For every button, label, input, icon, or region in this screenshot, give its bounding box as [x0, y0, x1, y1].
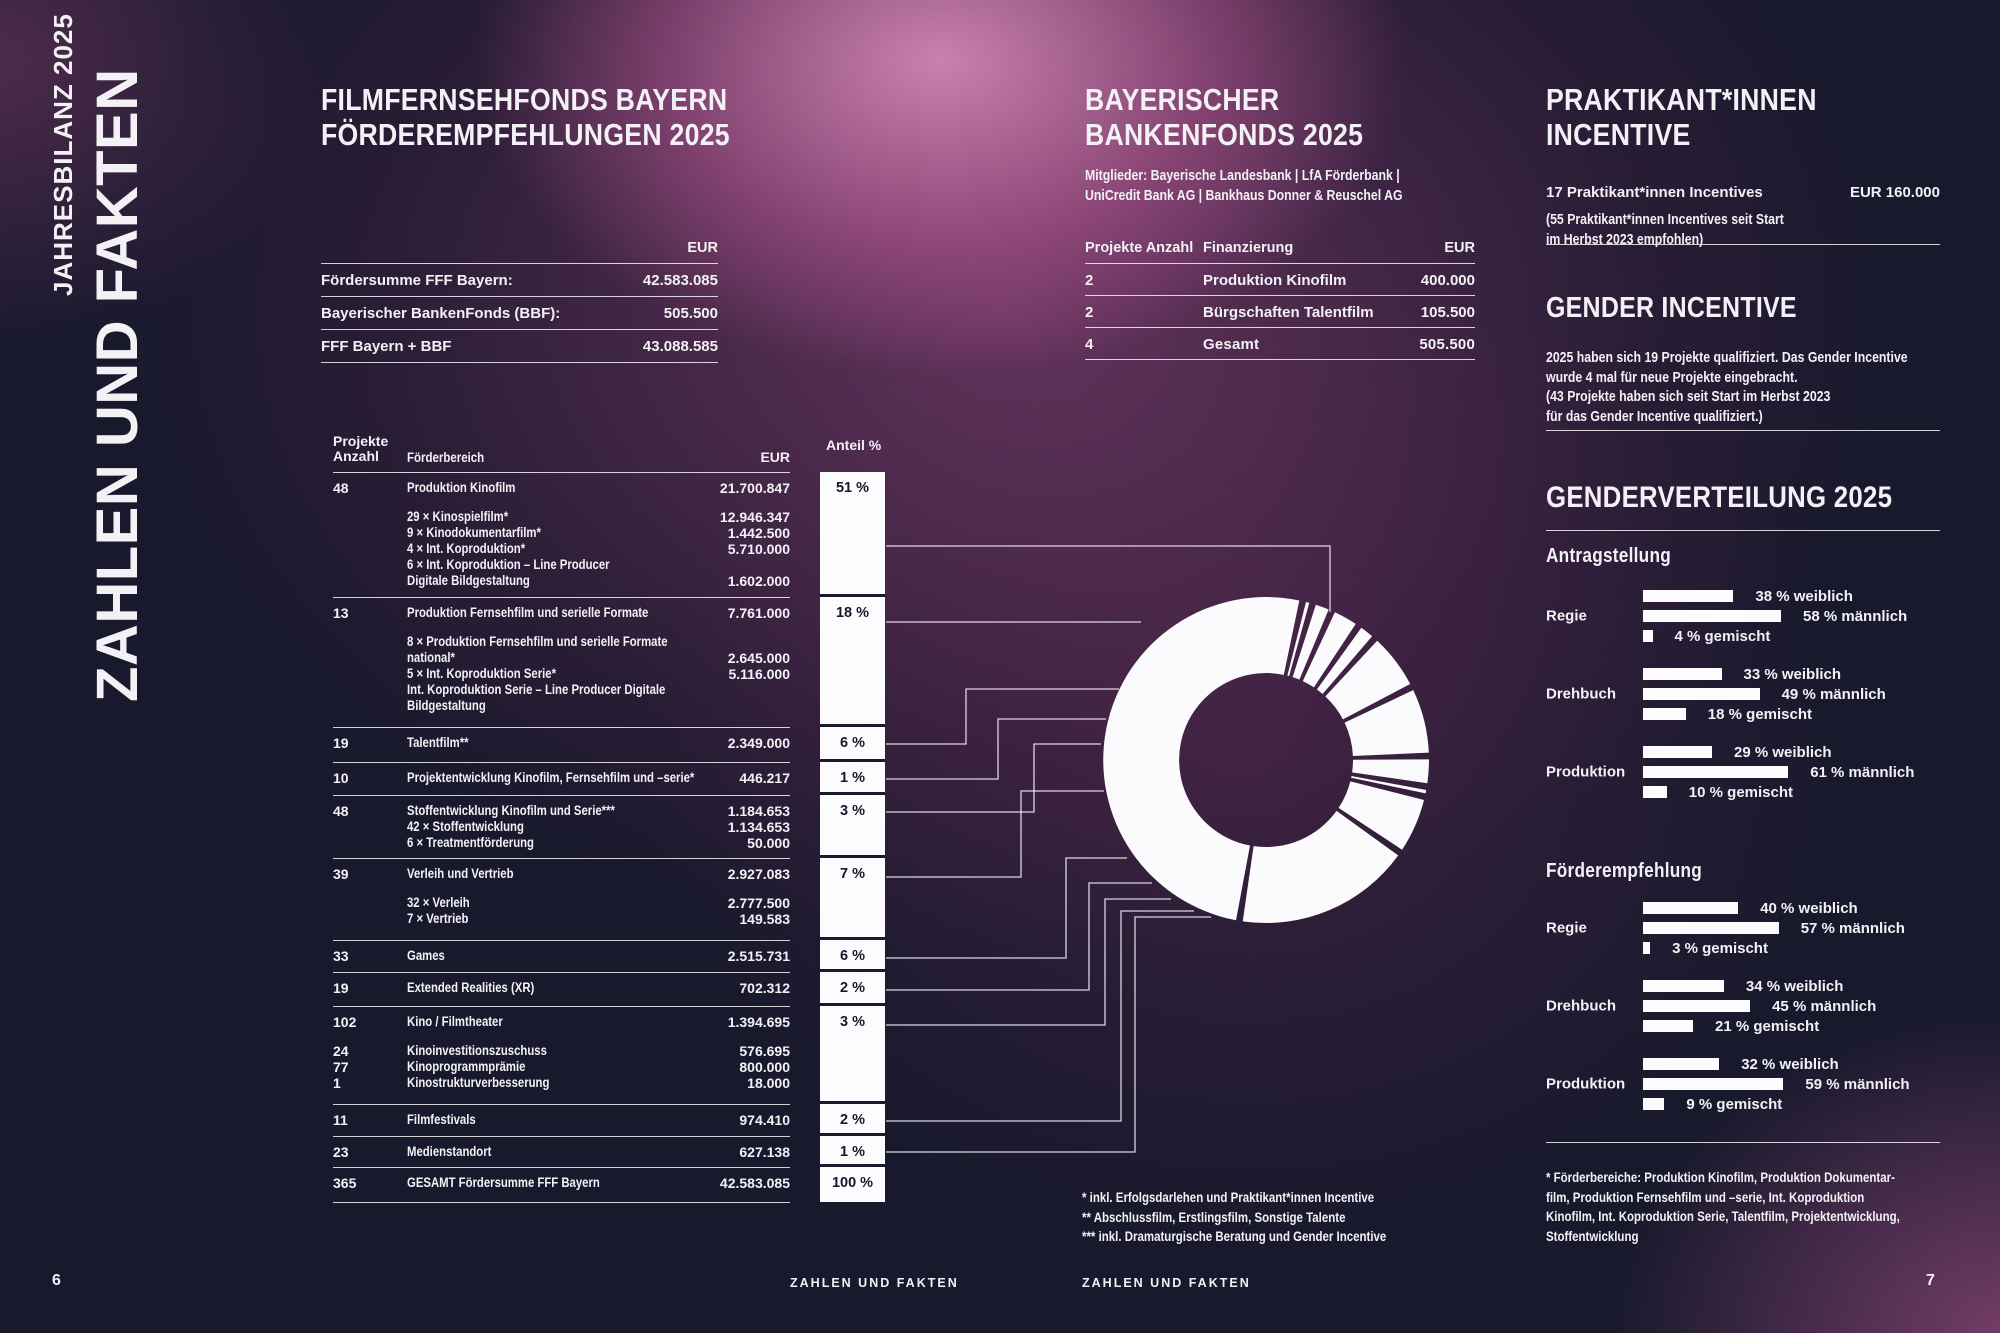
table-row — [333, 796, 790, 859]
cell-count: 19 — [333, 735, 349, 751]
gender-group-bars — [1643, 743, 2000, 801]
summary-row — [321, 330, 718, 363]
gender-bar-label: 57 % männlich — [1800, 919, 1905, 937]
gender-bar-row — [1643, 977, 2000, 995]
foerderempfehlung-title: Förderempfehlung — [1546, 860, 1703, 882]
summary-currency-header: EUR — [321, 240, 718, 264]
donut-leader-line — [886, 744, 1101, 812]
cell-area: national* — [407, 650, 455, 665]
cell-count: 13 — [333, 605, 349, 621]
fff-title — [321, 82, 730, 152]
cell-count: 33 — [333, 948, 349, 964]
gender-group — [1546, 899, 2000, 957]
praktikant-amount: EUR 160.000 — [1849, 184, 1940, 201]
gender-bar — [1643, 668, 1722, 680]
table-row — [333, 1105, 790, 1137]
table-row-sublines — [333, 1043, 790, 1091]
fff-title-line2: FÖRDEREMPFEHLUNGEN 2025 — [321, 117, 730, 152]
gender-bar-row — [1643, 899, 2000, 917]
cell-eur: 1.602.000 — [727, 573, 790, 589]
gender-bar-label: 49 % männlich — [1781, 685, 1886, 703]
gender-incentive-line: (43 Projekte haben sich seit Start im Herbst 2023 — [1546, 388, 1831, 405]
gender-bar-row — [1643, 665, 2000, 683]
share-cell: 100 % — [820, 1167, 885, 1202]
table-row-sublines — [333, 895, 790, 927]
gender-group — [1546, 977, 2000, 1035]
cell-area: 4 × Int. Koproduktion* — [407, 541, 526, 556]
gender-group-label: Regie — [1546, 607, 1587, 625]
cell-area: Verleih und Vertrieb — [407, 866, 514, 881]
cell-area: Produktion Kinofilm — [407, 480, 516, 495]
gender-group-bars — [1643, 977, 2000, 1035]
praktikant-title — [1546, 82, 1817, 152]
cell-area: 29 × Kinospielfilm* — [407, 509, 509, 524]
cell-count: 23 — [333, 1144, 349, 1160]
bbf-table-header — [1085, 240, 1475, 264]
cell-area: Filmfestivals — [407, 1112, 476, 1127]
gender-group-label: Drehbuch — [1546, 685, 1617, 703]
table-line — [333, 980, 790, 996]
cell-eur: 1.184.653 — [727, 803, 790, 819]
genderverteilung-title: GENDERVERTEILUNG 2025 — [1546, 481, 1893, 514]
divider-4 — [1546, 1142, 1940, 1143]
cell-eur: 1.134.653 — [727, 819, 790, 835]
table-row-sublines — [333, 509, 790, 589]
cell-count: 11 — [333, 1112, 348, 1128]
bbf-cell-eur: 505.500 — [1419, 336, 1475, 353]
bbf-table — [1085, 240, 1475, 360]
table-line — [333, 1043, 790, 1059]
gender-incentive-title: GENDER INCENTIVE — [1546, 292, 1797, 324]
donut-leader-line — [886, 911, 1194, 1121]
bbf-members — [1085, 166, 1472, 205]
bbf-rows — [1085, 264, 1475, 360]
cell-area: Int. Koproduktion Serie – Line Producer Digitale — [407, 682, 666, 697]
table-row-sublines — [333, 819, 790, 851]
table-line — [333, 634, 790, 650]
share-cell: 7 % — [820, 858, 885, 940]
page-number-left: 6 — [52, 1272, 61, 1289]
summary-row — [321, 297, 718, 330]
table-row — [333, 763, 790, 796]
gender-group — [1546, 743, 2000, 801]
table-line — [333, 948, 790, 964]
table-row — [333, 859, 790, 941]
table-line — [333, 895, 790, 911]
gender-bar-row — [1643, 919, 2000, 937]
table-line — [333, 682, 790, 698]
divider-3 — [1546, 530, 1940, 531]
gender-bar-row — [1643, 607, 2000, 625]
summary-value: 42.583.085 — [642, 272, 718, 289]
gender-incentive-line: 2025 haben sich 19 Projekte qualifiziert. Das Gender Incentive — [1546, 349, 1908, 366]
bbf-row — [1085, 296, 1475, 328]
summary-row — [321, 264, 718, 297]
vertical-title-large: ZAHLEN UND FAKTEN — [85, 68, 150, 702]
gender-group-label: Regie — [1546, 919, 1587, 937]
gender-bar-label: 40 % weiblich — [1760, 899, 1858, 917]
cell-count: 48 — [333, 480, 349, 496]
cell-area: 32 × Verleih — [407, 895, 470, 910]
cell-area: Bildgestaltung — [407, 698, 486, 713]
gender-bar-label: 58 % männlich — [1803, 607, 1908, 625]
bbf-row — [1085, 328, 1475, 360]
cell-area: 7 × Vertrieb — [407, 911, 469, 926]
gender-bar-label: 59 % männlich — [1805, 1075, 1910, 1093]
gender-bar-row — [1643, 1075, 2000, 1093]
gender-bar — [1643, 746, 1712, 758]
cell-area: 6 × Int. Koproduktion – Line Producer — [407, 557, 610, 572]
praktikant-note-line: (55 Praktikant*innen Incentives seit Start — [1546, 211, 1784, 228]
table-line — [333, 650, 790, 666]
table-line — [333, 1144, 790, 1160]
table-line — [333, 911, 790, 927]
share-cell: 2 % — [820, 1104, 885, 1136]
header-count — [333, 434, 388, 464]
cell-eur: 446.217 — [739, 770, 790, 786]
bbf-cell-count: 2 — [1085, 272, 1094, 289]
gender-group — [1546, 1055, 2000, 1113]
table-row — [333, 1007, 790, 1105]
praktikant-note-line: im Herbst 2023 empfohlen) — [1546, 230, 1704, 248]
cell-area: Produktion Fernsehfilm und serielle Formate — [407, 605, 649, 620]
divider-2 — [1546, 430, 1940, 431]
gender-bar — [1643, 590, 1733, 602]
bbf-title — [1085, 82, 1363, 152]
footnote-line: Kinofilm, Int. Koproduktion Serie, Talentfilm, Projektentwicklung, — [1546, 1208, 1900, 1224]
gender-bar-label: 29 % weiblich — [1734, 743, 1832, 761]
cell-area: Extended Realities (XR) — [407, 980, 535, 995]
gender-bar — [1643, 980, 1724, 992]
bbf-title-line2: BANKENFONDS 2025 — [1085, 117, 1364, 152]
gender-bar — [1643, 922, 1779, 934]
donut-leader-line — [886, 899, 1171, 1025]
gender-bar — [1643, 630, 1653, 642]
table-line — [333, 698, 790, 714]
page-number-right: 7 — [1926, 1272, 1935, 1289]
gender-group-label: Drehbuch — [1546, 997, 1617, 1015]
table-line — [333, 557, 790, 573]
summary-label: Bayerischer BankenFonds (BBF): — [321, 305, 561, 322]
table-footnotes — [1082, 1188, 1453, 1247]
cell-eur: 800.000 — [739, 1059, 790, 1075]
bbf-cell-area: Gesamt — [1203, 336, 1260, 353]
gender-group-bars — [1643, 665, 2000, 723]
cell-eur: 2.349.000 — [727, 735, 790, 751]
cell-eur: 5.116.000 — [728, 666, 790, 682]
cell-area: 6 × Treatmentförderung — [407, 835, 534, 850]
share-cell: 51 % — [820, 472, 885, 597]
cell-count: 19 — [333, 980, 349, 996]
gender-group — [1546, 587, 2000, 645]
gender-bar — [1643, 1078, 1783, 1090]
bbf-cell-eur: 105.500 — [1420, 304, 1475, 321]
share-cell: 1 % — [820, 762, 885, 795]
table-row — [333, 598, 790, 728]
donut-leader-line — [886, 858, 1127, 958]
share-cell: 6 % — [820, 727, 885, 762]
gender-group-bars — [1643, 587, 2000, 645]
footnote-line: film, Produktion Fernsehfilm und –serie, Int. Koproduktion — [1546, 1188, 1865, 1205]
cell-eur: 149.583 — [739, 911, 790, 927]
foerderbereiche-footnote — [1546, 1168, 1977, 1246]
header-count-line2: Anzahl — [333, 448, 379, 464]
gender-bar — [1643, 786, 1667, 798]
gender-bar-label: 10 % gemischt — [1688, 783, 1794, 801]
table-line — [333, 835, 790, 851]
fff-summary-table — [321, 240, 718, 363]
cell-eur: 2.645.000 — [727, 650, 790, 666]
gender-bar-row — [1643, 1055, 2000, 1073]
gender-bar-label: 21 % gemischt — [1715, 1017, 1820, 1035]
table-line — [333, 573, 790, 589]
table-line — [333, 1014, 790, 1030]
table-line — [333, 866, 790, 882]
cell-area: Kino / Filmtheater — [407, 1014, 503, 1029]
header-share: Anteil % — [826, 437, 882, 453]
gender-bar-row — [1643, 783, 2000, 801]
bbf-members-line: Mitglieder: Bayerische Landesbank | LfA Förderbank | — [1085, 167, 1400, 184]
gender-bar-label: 38 % weiblich — [1755, 587, 1853, 605]
table-line — [333, 509, 790, 525]
cell-eur: 12.946.347 — [719, 509, 790, 525]
donut-leader-line — [886, 791, 1104, 877]
cell-eur: 50.000 — [747, 835, 790, 851]
gender-bar-row — [1643, 1095, 2000, 1113]
table-line — [333, 819, 790, 835]
table-line — [333, 541, 790, 557]
cell-eur: 5.710.000 — [727, 541, 790, 557]
bbf-row — [1085, 264, 1475, 296]
gender-bar-row — [1643, 763, 2000, 781]
bbf-header-count: Projekte Anzahl — [1085, 240, 1194, 256]
gender-group-label: Produktion — [1546, 1075, 1626, 1093]
gender-bar — [1643, 766, 1788, 778]
gender-bar-label: 61 % männlich — [1810, 763, 1915, 781]
gender-bar-label: 18 % gemischt — [1707, 705, 1813, 723]
bbf-header-area: Finanzierung — [1203, 240, 1294, 256]
gender-bar-row — [1643, 587, 2000, 605]
gender-group-bars — [1643, 1055, 2000, 1113]
gender-incentive-line: wurde 4 mal für neue Projekte eingebracht. — [1546, 368, 1798, 386]
footnote-line: * inkl. Erfolgsdarlehen und Praktikant*innen Incentive — [1082, 1189, 1375, 1205]
donut-leader-line — [886, 719, 1106, 779]
donut-leader-line — [886, 689, 1119, 744]
vertical-title-small: JAHRESBILANZ 2025 — [48, 13, 78, 296]
cell-area: Talentfilm** — [407, 735, 469, 750]
gender-bar-row — [1643, 997, 2000, 1015]
summary-value: 505.500 — [663, 305, 718, 322]
table-row — [333, 973, 790, 1007]
footnote-line: * Förderbereiche: Produktion Kinofilm, Produktion Dokumentar- — [1546, 1169, 1895, 1185]
cell-area: 42 × Stoffentwicklung — [407, 819, 524, 834]
gender-bar-row — [1643, 939, 2000, 957]
cell-eur: 18.000 — [747, 1075, 790, 1091]
cell-eur: 1.442.500 — [727, 525, 790, 541]
gender-incentive-line: für das Gender Incentive qualifiziert.) — [1546, 407, 1763, 425]
bbf-title-line1: BAYERISCHER — [1085, 82, 1280, 117]
table-line — [333, 803, 790, 819]
cell-count: 10 — [333, 770, 349, 786]
divider-1 — [1546, 244, 1940, 245]
gender-bar-label: 33 % weiblich — [1743, 665, 1842, 683]
bbf-cell-count: 2 — [1085, 304, 1094, 321]
cell-eur: 702.312 — [739, 980, 790, 996]
gender-bar — [1643, 902, 1738, 914]
cell-count: 1 — [333, 1075, 341, 1091]
table-row-sublines — [333, 634, 790, 714]
cell-area: 9 × Kinodokumentarfilm* — [407, 525, 541, 540]
bbf-header-eur: EUR — [1444, 240, 1475, 256]
gender-bar-label: 45 % männlich — [1772, 997, 1877, 1015]
table-line — [333, 1059, 790, 1075]
share-cell: 18 % — [820, 597, 885, 727]
bbf-cell-count: 4 — [1085, 336, 1094, 353]
cell-eur: 576.695 — [739, 1043, 790, 1059]
gender-bar-row — [1643, 1017, 2000, 1035]
table-row — [333, 1168, 790, 1203]
table-line — [333, 666, 790, 682]
header-count-line1: Projekte — [333, 433, 389, 449]
cell-area: GESAMT Fördersumme FFF Bayern — [407, 1175, 600, 1190]
bbf-cell-area: Bürgschaften Talentfilm — [1203, 304, 1374, 321]
cell-area: Digitale Bildgestaltung — [407, 573, 530, 588]
footer-label-left: ZAHLEN UND FAKTEN — [790, 1276, 959, 1290]
gender-incentive-text — [1546, 348, 1987, 426]
header-area: Förderbereich — [407, 449, 485, 465]
table-row — [333, 728, 790, 763]
fff-main-table — [333, 434, 790, 1203]
table-line — [333, 1112, 790, 1128]
foerderempfehlung-chart — [1546, 899, 2000, 1136]
gender-bar — [1643, 1000, 1750, 1012]
gender-bar-row — [1643, 627, 2000, 645]
gender-bar-row — [1643, 685, 2000, 703]
gender-group-label: Produktion — [1546, 763, 1626, 781]
praktikant-title-line2: INCENTIVE — [1546, 117, 1691, 152]
gender-bar — [1643, 610, 1781, 622]
cell-count: 39 — [333, 866, 349, 882]
summary-rows — [321, 264, 718, 363]
table-row — [333, 473, 790, 598]
main-table-body — [333, 473, 790, 1203]
gender-bar — [1643, 1098, 1664, 1110]
cell-count: 48 — [333, 803, 349, 819]
gender-bar-label: 4 % gemischt — [1674, 627, 1771, 645]
table-line — [333, 525, 790, 541]
praktikant-title-line1: PRAKTIKANT*INNEN — [1546, 82, 1817, 117]
cell-area: 8 × Produktion Fernsehfilm und serielle Formate — [407, 634, 668, 649]
summary-label: FFF Bayern + BBF — [321, 338, 452, 355]
cell-eur: 42.583.085 — [719, 1175, 790, 1191]
cell-count: 24 — [333, 1043, 349, 1059]
praktikant-info — [1546, 184, 1940, 249]
cell-count: 77 — [333, 1059, 349, 1075]
cell-area: Stoffentwicklung Kinofilm und Serie*** — [407, 803, 615, 818]
gender-bar — [1643, 688, 1760, 700]
cell-area: Projektentwicklung Kinofilm, Fernsehfilm und –serie* — [407, 770, 695, 785]
share-cell: 1 % — [820, 1136, 885, 1167]
gender-bar-label: 32 % weiblich — [1741, 1055, 1839, 1073]
cell-area: Kinostrukturverbesserung — [407, 1075, 550, 1090]
table-line — [333, 770, 790, 786]
cell-count: 102 — [333, 1014, 357, 1030]
table-line — [333, 480, 790, 496]
gender-bar-row — [1643, 743, 2000, 761]
cell-eur: 2.927.083 — [727, 866, 790, 882]
bbf-members-line: UniCredit Bank AG | Bankhaus Donner & Reuschel AG — [1085, 186, 1403, 204]
share-cell: 2 % — [820, 972, 885, 1006]
footnote-line: Stoffentwicklung — [1546, 1227, 1639, 1244]
gender-group-bars — [1643, 899, 2000, 957]
table-row — [333, 941, 790, 973]
cell-area: Medienstandort — [407, 1144, 492, 1159]
share-cell: 3 % — [820, 795, 885, 858]
gender-bar-row — [1643, 705, 2000, 723]
cell-eur: 974.410 — [739, 1112, 790, 1128]
bbf-cell-eur: 400.000 — [1420, 272, 1475, 289]
header-eur: EUR — [760, 449, 790, 465]
cell-eur: 2.515.731 — [727, 948, 790, 964]
gender-bar — [1643, 1058, 1719, 1070]
summary-value: 43.088.585 — [642, 338, 718, 355]
gender-group — [1546, 665, 2000, 723]
cell-eur: 627.138 — [739, 1144, 790, 1160]
cell-eur: 2.777.500 — [727, 895, 790, 911]
donut-leader-line — [886, 917, 1211, 1152]
gender-bar-label: 34 % weiblich — [1745, 977, 1844, 995]
gender-bar-label: 3 % gemischt — [1672, 939, 1768, 957]
cell-eur: 21.700.847 — [719, 480, 790, 496]
cell-eur: 1.394.695 — [727, 1014, 790, 1030]
summary-label: Fördersumme FFF Bayern: — [321, 272, 513, 289]
antragstellung-title: Antragstellung — [1546, 545, 1671, 567]
cell-area: 5 × Int. Koproduktion Serie* — [407, 666, 557, 681]
praktikant-count-label: 17 Praktikant*innen Incentives — [1546, 184, 1763, 201]
gender-bar-label: 9 % gemischt — [1686, 1095, 1783, 1113]
footnote-line: *** inkl. Dramaturgische Beratung und Gender Incentive — [1082, 1228, 1387, 1244]
main-table-header — [333, 434, 790, 473]
table-line — [333, 735, 790, 751]
bbf-cell-area: Produktion Kinofilm — [1203, 272, 1347, 289]
share-cell: 3 % — [820, 1006, 885, 1104]
cell-area: Kinoprogrammprämie — [407, 1059, 526, 1074]
fff-title-line1: FILMFERNSEHFONDS BAYERN — [321, 82, 728, 117]
table-line — [333, 1175, 790, 1191]
gender-bar — [1643, 708, 1686, 720]
table-row — [333, 1137, 790, 1168]
table-line — [333, 605, 790, 621]
share-strip-cells — [820, 472, 885, 1202]
cell-area: Kinoinvestitionszuschuss — [407, 1043, 547, 1058]
gender-bar — [1643, 942, 1650, 954]
antragstellung-chart — [1546, 587, 2000, 824]
cell-count: 365 — [333, 1175, 357, 1191]
table-line — [333, 1075, 790, 1091]
share-cell: 6 % — [820, 940, 885, 972]
footnote-line: ** Abschlussfilm, Erstlingsfilm, Sonstige Talente — [1082, 1208, 1346, 1225]
cell-area: Games — [407, 948, 445, 963]
footer-label-right: ZAHLEN UND FAKTEN — [1082, 1276, 1251, 1290]
cell-eur: 7.761.000 — [727, 605, 790, 621]
gender-bar — [1643, 1020, 1693, 1032]
